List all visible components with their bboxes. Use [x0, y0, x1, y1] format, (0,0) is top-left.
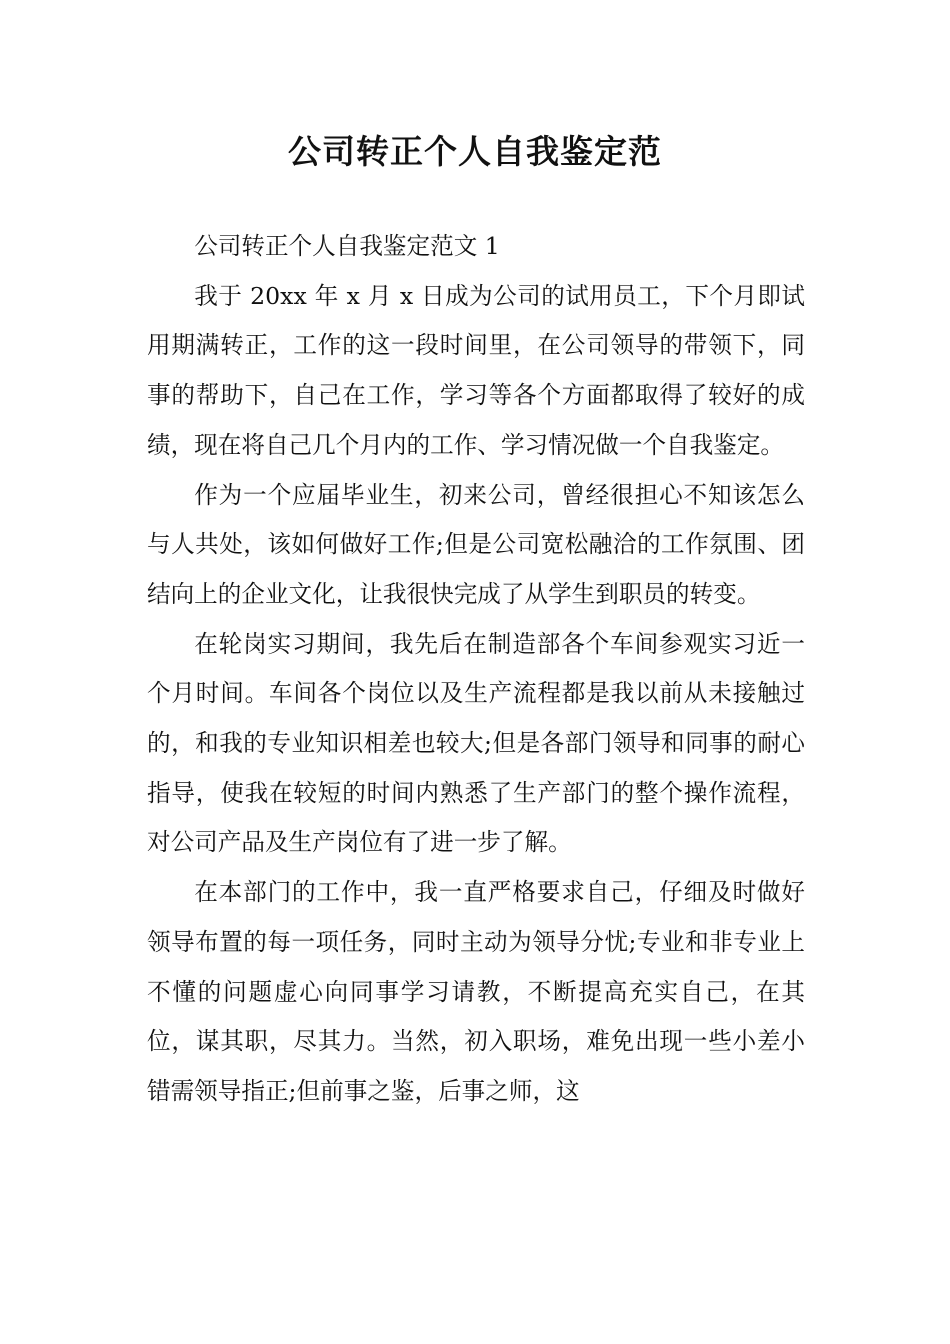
paragraph-4: 在本部门的工作中，我一直严格要求自己，仔细及时做好领导布置的每一项任务，同时主动为领导分忧;专业和非专业上不懂的问题虚心向同事学习请教，不断提高充实自己，在其位，谋其职，尽其力。当然，初入职场，难免出现一些小差小错需领导指正;但前事之鉴，后事之师，这 — [147, 878, 805, 1105]
paragraph-2: 作为一个应届毕业生，初来公司，曾经很担心不知该怎么与人共处，该如何做好工作;但是公司宽松融洽的工作氛围、团结向上的企业文化，让我很快完成了从学生到职员的转变。 — [147, 480, 805, 608]
document-body — [147, 222, 805, 1117]
document-title: 公司转正个人自我鉴定范 — [288, 132, 662, 171]
paragraph-3: 在轮岗实习期间，我先后在制造部各个车间参观实习近一个月时间。车间各个岗位以及生产流程都是我以前从未接触过的，和我的专业知识相差也较大;但是各部门领导和同事的耐心指导，使我在较短的时间内熟悉了生产部门的整个操作流程，对公司产品及生产岗位有了进一步了解。 — [147, 629, 805, 857]
section-heading: 公司转正个人自我鉴定范文 1 — [194, 232, 500, 260]
paragraph-1: 我于 20xx 年 x 月 x 日成为公司的试用员工，下个月即试用期满转正，工作的这一段时间里，在公司领导的带领下，同事的帮助下，自己在工作，学习等各个方面都取得了较好的成绩，现在将自己几个月内的工作、学习情况做一个自我鉴定。 — [147, 281, 805, 459]
